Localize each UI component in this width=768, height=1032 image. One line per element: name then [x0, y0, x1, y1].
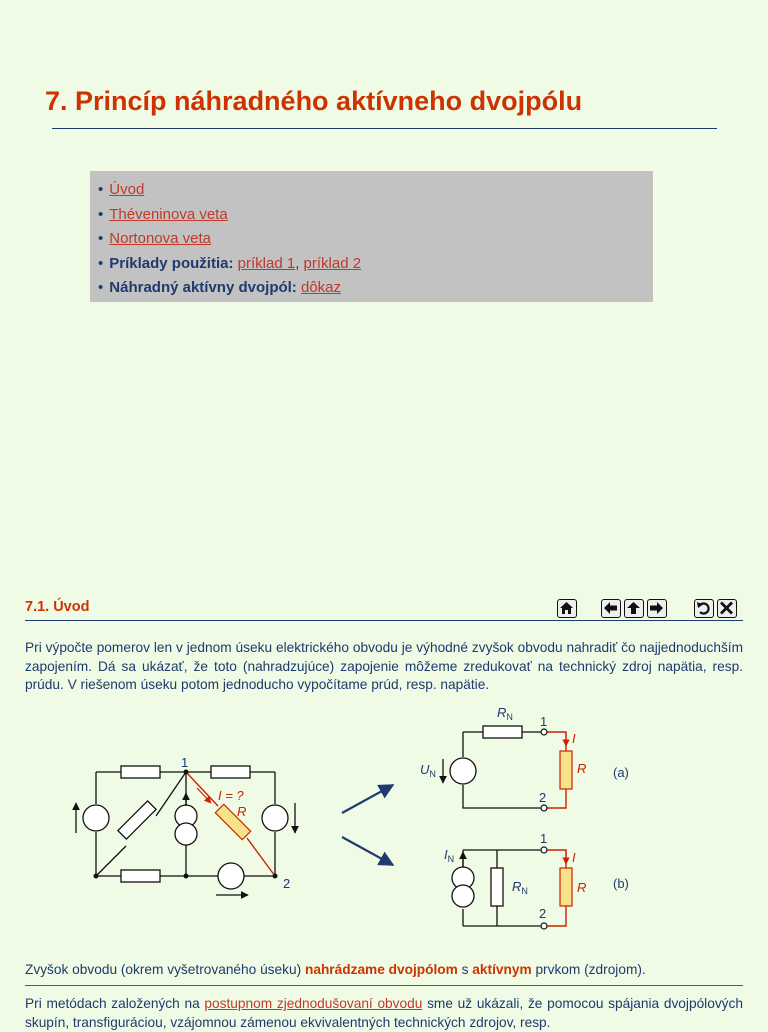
- svg-text:RN: [512, 879, 528, 896]
- toc-item: • Úvod: [98, 181, 145, 198]
- node-1-label: 1: [540, 831, 548, 846]
- node-dot: [273, 874, 278, 879]
- toc-link-uvod[interactable]: Úvod: [109, 181, 145, 198]
- node-dot: [94, 874, 99, 879]
- node-dot: [184, 874, 189, 879]
- summary-text: s: [457, 962, 473, 977]
- home-button[interactable]: [557, 599, 577, 618]
- summary-emphasis: aktívnym: [472, 962, 532, 977]
- terminal-1: [541, 847, 547, 853]
- node-1-label: 1: [540, 714, 548, 729]
- node-2-label: 2: [283, 876, 291, 891]
- resistor-label: R: [237, 804, 247, 819]
- resistor-label: R: [577, 761, 587, 776]
- node-2-label: 2: [539, 790, 547, 805]
- undo-icon: [696, 601, 711, 615]
- svg-text:IN: [444, 847, 454, 864]
- in-label: I: [444, 847, 448, 862]
- intro-paragraph: Pri výpočte pomerov len v jednom úseku elektrického obvodu je výhodné zvyšok obvodu nahradiť čo najjednoduchším zapojením. Dá sa ukázať, že toto (nahradzujúce) zapojenie môžeme zredukovať na technický zdroj napätia, resp. prúdu. V riešenom úseku potom jednoducho vypočítame prúd, resp. napätie.: [25, 640, 743, 693]
- summary-text: Zvyšok obvodu (okrem vyšetrovaného úseku): [25, 962, 305, 977]
- previous-button[interactable]: [601, 599, 621, 618]
- toc-label-examples: Príklady použitia:: [109, 254, 234, 272]
- rn-subscript: N: [521, 886, 528, 896]
- norton-circuit: [444, 831, 629, 929]
- toc-link-example-2[interactable]: príklad 2: [303, 254, 362, 272]
- toc-item: • Príklady použitia: príklad 1, príklad 2: [98, 254, 362, 272]
- rn-label: R: [512, 879, 522, 894]
- toc-item: • Náhradný aktívny dvojpól: dôkaz: [98, 279, 342, 297]
- summary-emphasis: nahrádzame dvojpólom: [304, 962, 458, 977]
- resistor-r: [560, 868, 572, 906]
- arrow-to-a: [342, 785, 393, 813]
- up-button[interactable]: [624, 599, 644, 618]
- toc-link-example-1[interactable]: príklad 1: [237, 254, 296, 272]
- toc-item: • Nortonova veta: [98, 230, 211, 248]
- methods-text: sme už ukázali, že pomocou spájania dvojpólových skupín, transfiguráciou, vzájomnou zámenou ekvivalentných technických zdrojov, resp.: [25, 996, 743, 1030]
- figure-tag-b: (b): [613, 876, 629, 891]
- summary-paragraph: [25, 961, 743, 980]
- home-icon: [559, 601, 574, 615]
- current-label: I: [572, 850, 576, 865]
- arrow-right-icon: [649, 601, 664, 615]
- summary-text: prvkom (zdrojom).: [531, 962, 646, 977]
- toc-label-proof: Náhradný aktívny dvojpól:: [109, 279, 297, 297]
- toc-link-proof[interactable]: dôkaz: [300, 279, 342, 297]
- toc-link-thevenin[interactable]: Théveninova veta: [109, 205, 228, 223]
- methods-text: Pri metódach založených na: [25, 996, 205, 1011]
- terminal-2: [541, 923, 547, 929]
- un-subscript: N: [429, 769, 436, 779]
- terminal-2: [541, 805, 547, 811]
- toc-link-norton[interactable]: Nortonova veta: [109, 230, 211, 248]
- page-title: 7. Princíp náhradného aktívneho dvojpólu: [45, 86, 583, 116]
- node-dot: [184, 770, 189, 775]
- node-2-label: 2: [539, 906, 547, 921]
- next-button[interactable]: [647, 599, 667, 618]
- figure-tag-a: (a): [613, 765, 629, 780]
- section-title: 7.1. Úvod: [25, 599, 90, 615]
- rn-label: R: [497, 705, 507, 720]
- arrow-left-icon: [603, 601, 618, 615]
- title-divider: [52, 128, 717, 129]
- methods-paragraph: [25, 995, 743, 1032]
- section-divider: [25, 620, 743, 621]
- resistor-r: [560, 751, 572, 789]
- back-button[interactable]: [694, 599, 714, 618]
- circuit-figure: [0, 695, 768, 940]
- un-label: U: [420, 762, 430, 777]
- arrow-up-icon: [626, 601, 641, 615]
- terminal-1: [541, 729, 547, 735]
- svg-text:UN: [420, 762, 436, 779]
- current-unknown-label: I = ?: [218, 788, 244, 803]
- node-1-label: 1: [181, 755, 189, 770]
- methods-link[interactable]: postupnom zjednodušovaní obvodu: [204, 996, 423, 1011]
- table-of-contents: [90, 171, 653, 302]
- current-label: I: [572, 731, 576, 746]
- close-icon: [719, 601, 734, 615]
- thevenin-circuit: [420, 705, 629, 811]
- svg-text:RN: [497, 705, 513, 722]
- resistor-label: R: [577, 880, 587, 895]
- toc-item: • Théveninova veta: [98, 205, 228, 223]
- toc-separator: ,: [295, 254, 300, 272]
- close-button[interactable]: [717, 599, 737, 618]
- arrow-to-b: [342, 837, 393, 865]
- summary-divider: [25, 985, 743, 986]
- rn-subscript: N: [506, 712, 513, 722]
- in-subscript: N: [447, 854, 455, 864]
